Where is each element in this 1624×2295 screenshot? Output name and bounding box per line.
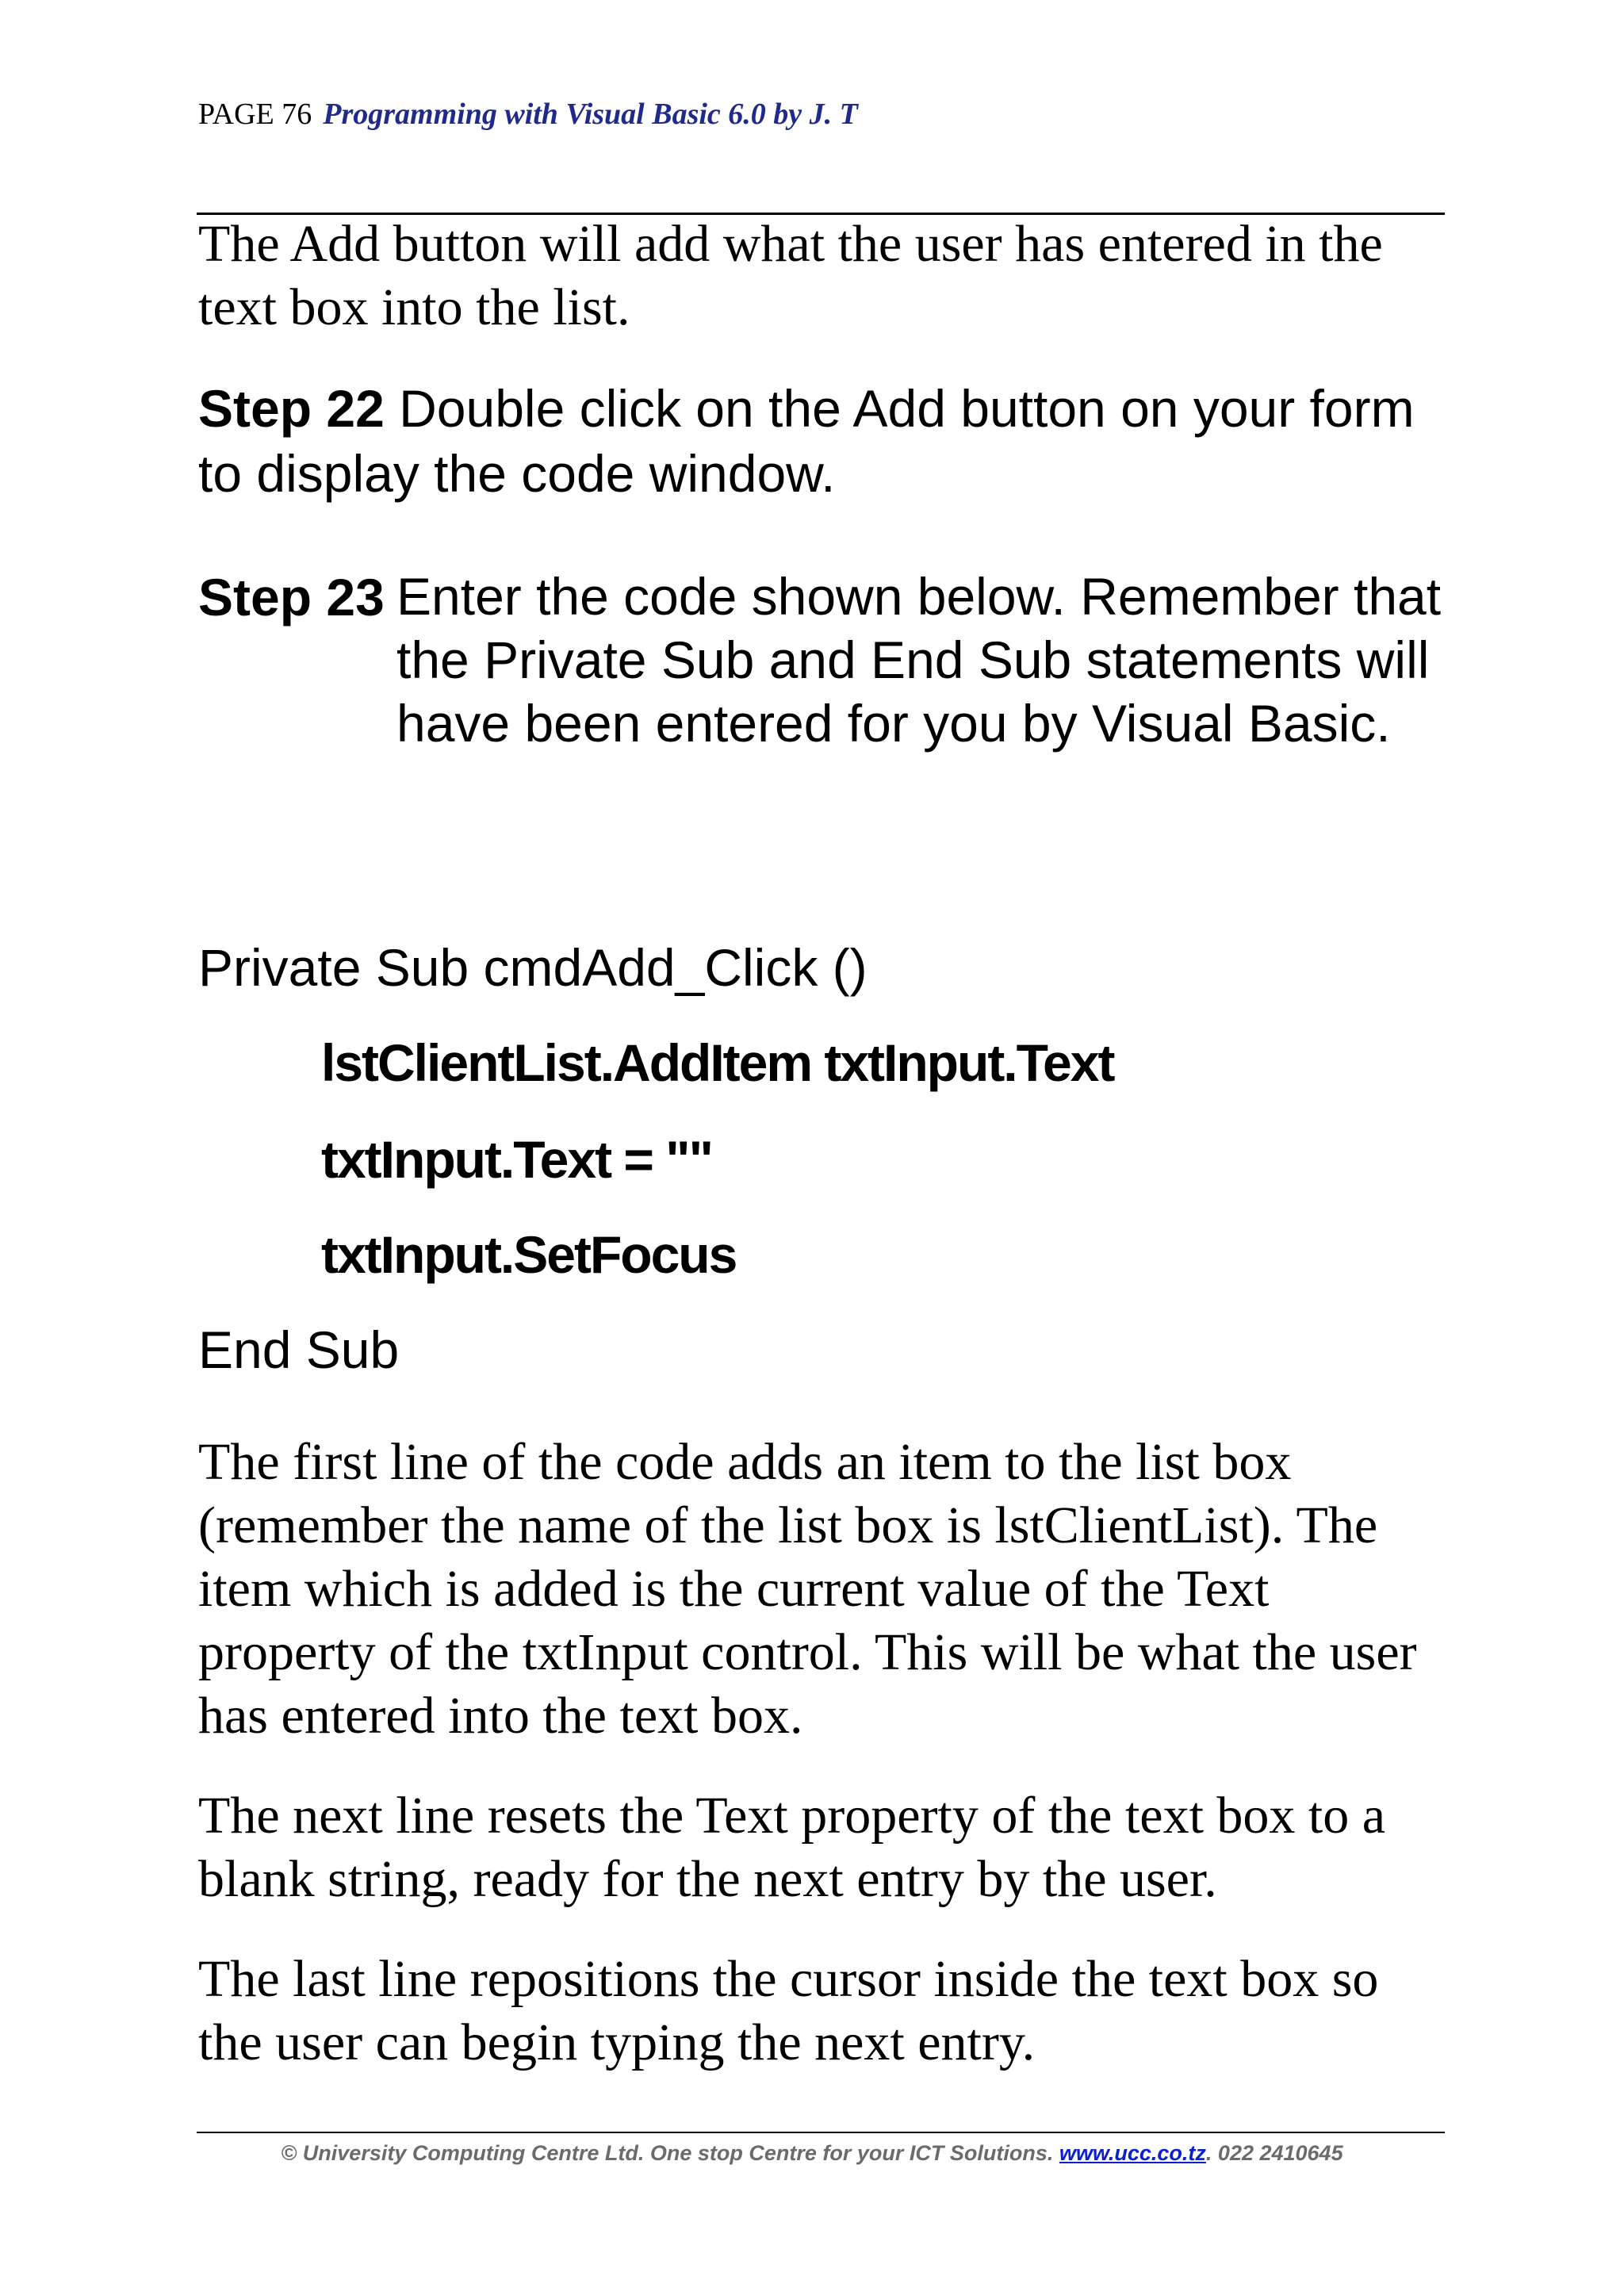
step-22-label: Step 22 [198, 379, 385, 438]
step-22-text: Double click on the Add button on your form to display the code window. [198, 379, 1415, 503]
explanation-paragraph-1: The first line of the code adds an item to the list box (remember the name of the list box is lstClientList). The item which is added is the current value of the Text property of the txtInput control. This will be what the user has entered into the text box. [198, 1433, 1417, 1745]
footer-text: © University Computing Centre Ltd. One stop Centre for your ICT Solutions. [281, 2141, 1054, 2165]
footer-rule [197, 2132, 1445, 2133]
footer-phone: . 022 2410645 [1205, 2141, 1343, 2165]
page-number: PAGE 76 [198, 98, 312, 131]
footer-website-link[interactable]: www.ucc.co.tz [1059, 2141, 1206, 2165]
step-23-text: Enter the code shown below. Remember that the Private Sub and End Sub statements will have been entered for you by Visual Basic. [396, 567, 1442, 753]
code-line-end-sub: End Sub [198, 1320, 400, 1379]
code-line-reset-text: txtInput.Text = "" [321, 1130, 712, 1189]
intro-paragraph: The Add button will add what the user has entered in the text box into the list. [198, 215, 1383, 336]
explanation-paragraph-2: The next line resets the Text property of the text box to a blank string, ready for the next entry by the user. [198, 1787, 1386, 1908]
step-22 [198, 376, 1451, 506]
book-title: Programming with Visual Basic 6.0 by J. T [323, 98, 858, 131]
page-header [198, 97, 858, 132]
step-23-label: Step 23 [198, 568, 385, 626]
code-line-setfocus: txtInput.SetFocus [321, 1225, 737, 1284]
code-line-private-sub: Private Sub cmdAdd_Click () [198, 938, 868, 997]
explanation-paragraph-3: The last line repositions the cursor inside the text box so the user can begin typing the next entry. [198, 1950, 1379, 2071]
code-line-additem: lstClientList.AddItem txtInput.Text [321, 1033, 1114, 1092]
page-footer [0, 2141, 1624, 2166]
